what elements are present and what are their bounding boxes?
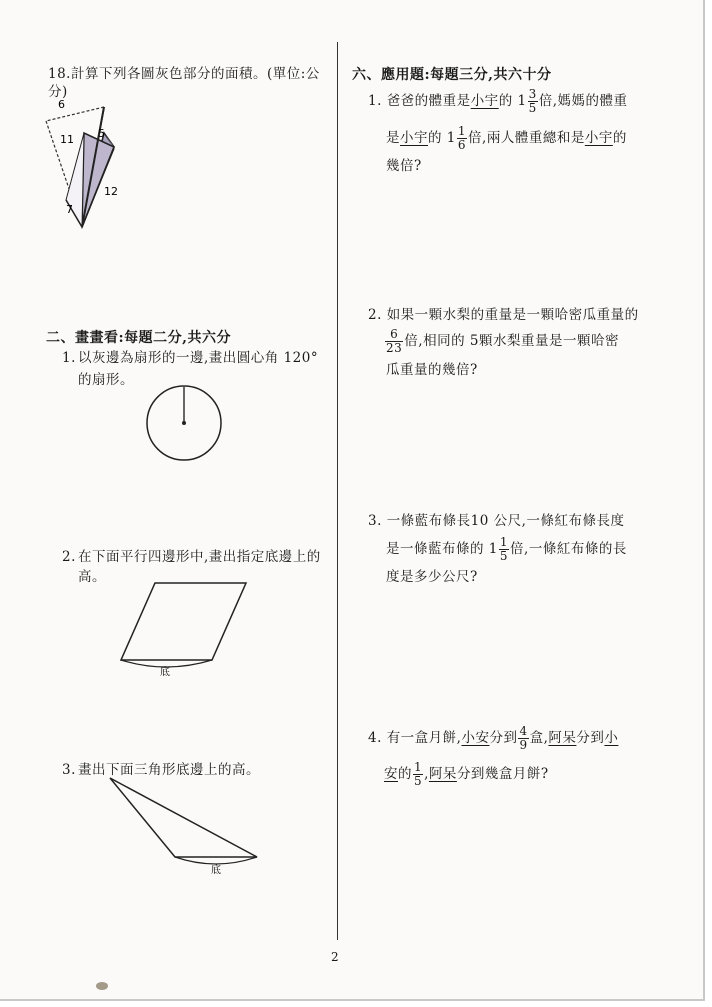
triangle-base-brace bbox=[175, 857, 257, 864]
draw-q2-line1: 在下面平行四邊形中,畫出指定底邊上的 bbox=[78, 549, 321, 565]
fraction-3-5: $\frac{3}{5}$ bbox=[528, 87, 537, 115]
name-xiaoyu: 小宇 bbox=[470, 93, 499, 109]
draw-q2-line2: 高。 bbox=[78, 569, 106, 585]
column-divider bbox=[337, 42, 338, 940]
draw-q1-circle bbox=[144, 383, 224, 463]
paper-stain bbox=[96, 982, 108, 990]
draw-q3-number: 3. bbox=[62, 762, 76, 778]
section6-heading: 六、應用題:每題三分,共六十分 bbox=[352, 67, 552, 83]
q18-label-6: 6 bbox=[58, 98, 65, 111]
app-q2-line2: $\frac{6}{23}$ 倍,相同的 5顆水梨重量是一顆哈密 bbox=[386, 327, 619, 355]
draw-q1-number: 1. bbox=[62, 350, 76, 366]
section2-heading: 二、畫畫看:每題二分,共六分 bbox=[46, 330, 232, 346]
app-q3-number: 3. bbox=[368, 513, 382, 529]
parallelogram-base-label: 底 bbox=[160, 667, 170, 678]
fraction-1-5: $\frac{1}{5}$ bbox=[499, 535, 509, 563]
q18-label-7: 7 bbox=[66, 203, 73, 216]
q18-label-5: 5 bbox=[98, 127, 105, 140]
circle-center-dot bbox=[182, 421, 186, 425]
draw-q1-line1: 以灰邊為扇形的一邊,畫出圓心角 120° bbox=[78, 350, 319, 366]
page-number: 2 bbox=[331, 950, 339, 964]
app-q3-line1: 3. 一條藍布條長10 公尺,一條紅布條長度 bbox=[368, 513, 625, 529]
name-adai: 阿呆 bbox=[548, 730, 577, 746]
app-q4-line2: 安的 $\frac{1}{5}$ ,阿呆分到幾盒月餅? bbox=[384, 760, 549, 788]
fraction-1-6: $\frac{1}{6}$ bbox=[457, 124, 467, 152]
app-q2-line1: 2. 如果一顆水梨的重量是一顆哈密瓜重量的 bbox=[368, 307, 639, 323]
draw-q2-parallelogram bbox=[115, 578, 255, 678]
app-q1-line3: 幾倍? bbox=[386, 158, 422, 174]
app-q3-line3: 度是多少公尺? bbox=[386, 569, 478, 585]
fraction-1-5-q4: $\frac{1}{5}$ bbox=[414, 760, 423, 788]
q18-label-11: 11 bbox=[60, 133, 74, 146]
draw-q3-line1: 畫出下面三角形底邊上的高。 bbox=[78, 762, 260, 778]
app-q4-line1: 4. 有一盒月餅,小安分到 $\frac{4}{9}$ 盒,阿呆分到小 bbox=[368, 724, 619, 752]
parallelogram-base-brace bbox=[121, 660, 212, 667]
app-q1-number: 1. bbox=[368, 93, 382, 109]
fraction-6-23: $\frac{6}{23}$ bbox=[386, 327, 403, 355]
app-q1-line2: 是小宇的 1 $\frac{1}{6}$ 倍,兩人體重總和是小宇的 bbox=[386, 124, 627, 152]
q18-text-line2: 分) bbox=[48, 84, 68, 100]
app-q2-number: 2. bbox=[368, 307, 382, 323]
triangle-base-label: 底 bbox=[211, 865, 221, 876]
draw-q1-line2: 的扇形。 bbox=[78, 372, 134, 388]
draw-q3-triangle bbox=[105, 775, 265, 880]
q18-label-12: 12 bbox=[104, 185, 118, 198]
app-q1-line1: 1. 爸爸的體重是小宇的 1 $\frac{3}{5}$ 倍,媽媽的體重 bbox=[368, 87, 628, 115]
q18-figure bbox=[38, 95, 128, 235]
app-q2-line3: 瓜重量的幾倍? bbox=[386, 362, 478, 378]
app-q4-number: 4. bbox=[368, 730, 382, 746]
q18-text-line1: 18.計算下列各圖灰色部分的面積。(單位:公 bbox=[48, 66, 320, 82]
name-xiaoan: 小安 bbox=[461, 730, 490, 746]
app-q3-line2: 是一條藍布條的 1 $\frac{1}{5}$ 倍,一條紅布條的長 bbox=[386, 535, 627, 563]
draw-q2-number: 2. bbox=[62, 549, 76, 565]
fraction-4-9: $\frac{4}{9}$ bbox=[519, 724, 528, 752]
